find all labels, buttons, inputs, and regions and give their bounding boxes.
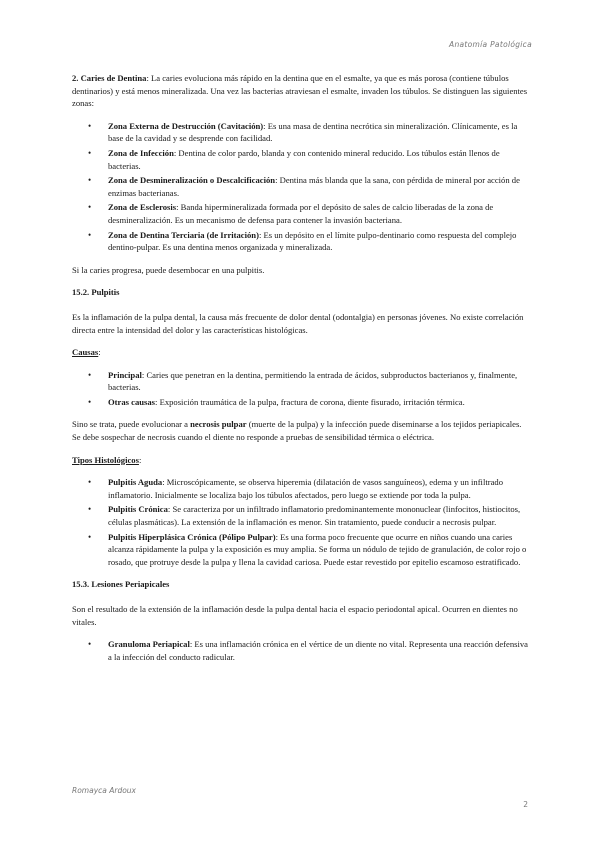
types-heading: Tipos Histológicos: (72, 454, 142, 465)
caries-zones-list (72, 120, 532, 254)
caries-dentina-title: 2. Caries de Dentina (72, 73, 147, 83)
footer-author: Romayca Ardoux (72, 786, 136, 795)
list-item: • Zona de Infección: Dentina de color pardo, blanda y con contenido mineral reducido. Los túbulos están llenos de bacterias. (108, 147, 532, 172)
list-item: • Zona Externa de Destrucción (Cavitación): Es una masa de dentina necrótica sin mineralización. Clínicamente, es la base de la cavidad y se desprende con facilidad. (108, 120, 532, 145)
types-list (72, 476, 532, 568)
periapical-list (72, 638, 532, 663)
page-number: 2 (523, 800, 528, 809)
list-item: • Principal: Caries que penetran en la dentina, permitiendo la entrada de ácidos, subproductos bacterianos y, finalmente, bacterias. (108, 369, 532, 394)
list-item: • Pulpitis Crónica: Se caracteriza por un infiltrado inflamatorio predominantemente mononuclear (linfocitos, histiocitos, células plasmáticas). La extensión de la inflamación es menor. Sin tratamiento, puede conducir a necrosis pulpar. (108, 503, 532, 528)
caries-dentina-intro: 2. Caries de Dentina: La caries evoluciona más rápido en la dentina que en el esmalte, ya que es más porosa (contiene túbulos dentinarios) y está menos mineralizada. Una vez las bacterias atraviesan el esmalte, invaden los túbulos. Se distinguen las siguientes zonas: (72, 73, 528, 109)
list-item: • Zona de Dentina Terciaria (de Irritación): Es un depósito en el límite pulpo-dentinario como respuesta del complejo dentino-pulpar. Es una dentina menos organizada y mineralizada. (108, 229, 532, 254)
list-item: • Zona de Esclerosis: Banda hipermineralizada formada por el depósito de sales de calcio liberadas de la zona de desmineralización. Es un mecanismo de defensa para contener la invasión bacteriana. (108, 201, 532, 226)
pulpitis-definition: Es la inflamación de la pulpa dental, la causa más frecuente de dolor dental (odontalgia) en personas jóvenes. No existe correlación directa entre la intensidad del dolor y las características histológicas. (72, 311, 524, 335)
list-item: • Zona de Desmineralización o Descalcificación: Dentina más blanda que la sana, con pérdida de mineral por acción de enzimas bacterianas. (108, 174, 532, 199)
document-body (72, 72, 532, 673)
list-item: • Pulpitis Hiperplásica Crónica (Pólipo Pulpar): Es una forma poco frecuente que ocurre en niños cuando una caries alcanza rápidamente la pulpa y la exposición es muy amplia. Se forma un nódulo de tejido de granulación, de color rojo o rosado, que protruye desde la pulpa y llena la cavidad cariosa. Puede estar revestido por epitelio escamoso estratificado. (108, 531, 532, 569)
list-item: • Pulpitis Aguda: Microscópicamente, se observa hiperemia (dilatación de vasos sanguíneos), edema y un infiltrado inflamatorio. Inicialmente se localiza bajo los túbulos afectados, pero luego se extiende por toda la pulpa. (108, 476, 532, 501)
periapical-definition: Son el resultado de la extensión de la inflamación desde la pulpa dental hacia el espacio periodontal apical. Ocurren en dientes no vitales. (72, 604, 518, 627)
periapical-heading: 15.3. Lesiones Periapicales (72, 579, 170, 590)
pulpitis-heading: 15.2. Pulpitis (72, 287, 120, 298)
necrosis-paragraph: Sino se trata, puede evolucionar a necrosis pulpar (muerte de la pulpa) y la infección puede diseminarse a los tejidos periapicales. Se debe sospechar de necrosis cuando el diente no responde a pruebas de sensibilidad térmica o eléctrica. (72, 419, 522, 443)
list-item: • Granuloma Periapical: Es una inflamación crónica en el vértice de un diente no vital. Representa una reacción defensiva a la infección del conducto radicular. (108, 638, 532, 663)
list-item: • Otras causas: Exposición traumática de la pulpa, fractura de corona, diente fisurado, irritación térmica. (108, 396, 532, 409)
causes-heading: Causas: (72, 347, 101, 358)
causes-list (72, 369, 532, 409)
caries-outro: Si la caries progresa, puede desembocar en una pulpitis. (72, 264, 265, 275)
running-header: Anatomía Patológica (449, 40, 532, 49)
